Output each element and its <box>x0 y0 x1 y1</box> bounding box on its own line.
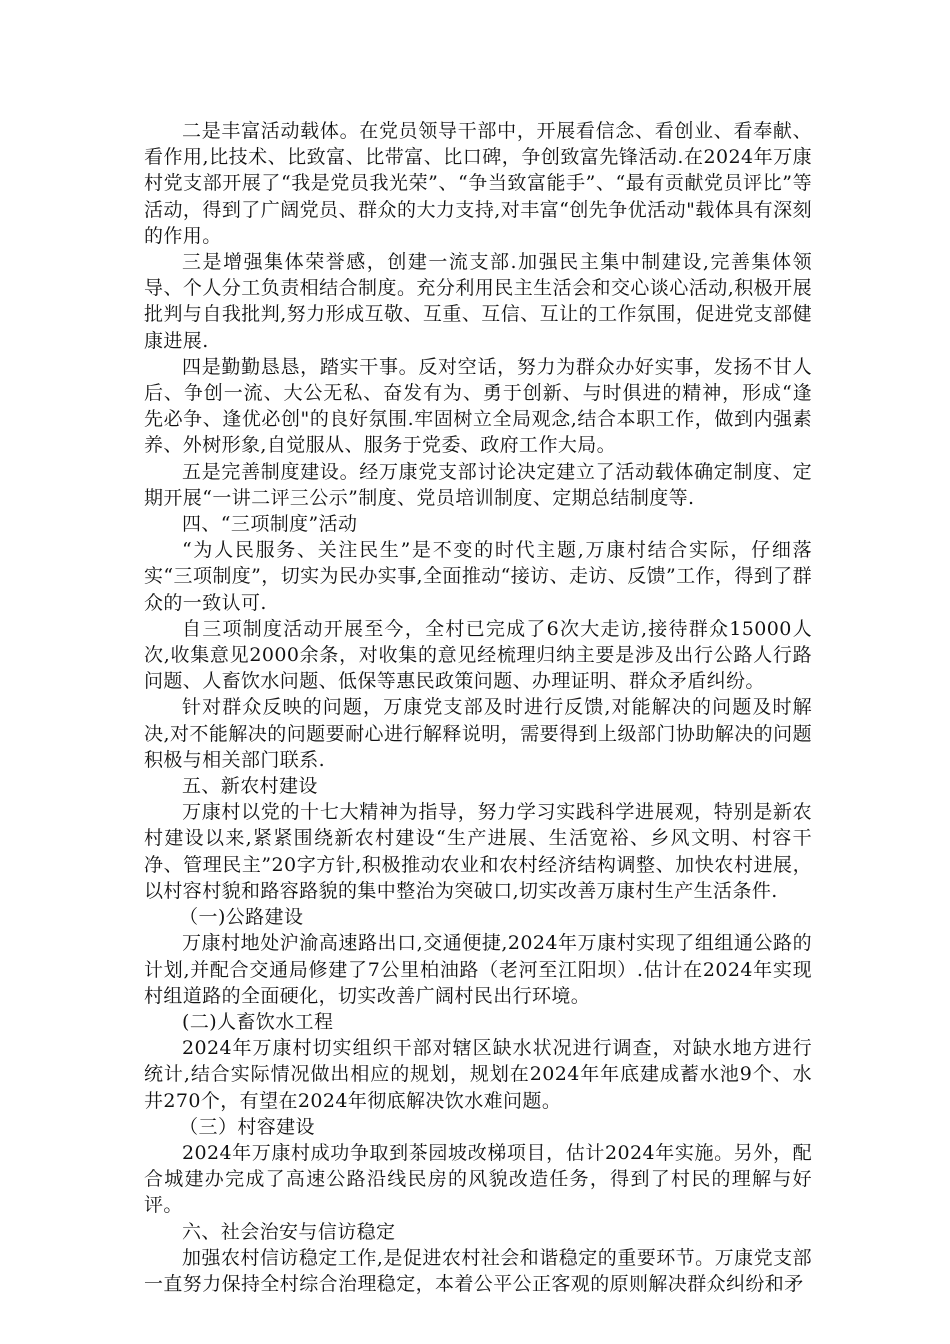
paragraph-enrich-activities: 二是丰富活动载体。在党员领导干部中，开展看信念、看创业、看奉献、看作用,比技术、比致富、比带富、比口碑，争创致富先锋活动.在2024年万康村党支部开展了“我是党员我光荣”、“争当致富能手”、“最有贡献党员评比”等活动，得到了广阔党员、群众的大力支持,对丰富“创先争优活动"载体具有深刻的作用。 <box>144 120 812 247</box>
paragraph-feedback: 针对群众反映的问题，万康党支部及时进行反馈,对能解决的问题及时解决,对不能解决的问题要耐心进行解释说明，需要得到上级部门协助解决的问题积极与相关部门联系. <box>144 696 812 771</box>
paragraph-serve-people: “为人民服务、关注民生”是不变的时代主题,万康村结合实际，仔细落实“三项制度”，切实为民办实事,全面推动“接访、走访、反馈”工作，得到了群众的一致认可. <box>144 539 812 614</box>
paragraph-petition-stability: 加强农村信访稳定工作,是促进农村社会和谐稳定的重要环节。万康党支部一直努力保持全村综合治理稳定，本着公平公正客观的原则解决群众纠纷和矛 <box>144 1246 812 1295</box>
section-heading-new-countryside: 五、新农村建设 <box>182 775 318 798</box>
subsection-heading-village-appearance: （三）村容建设 <box>179 1115 315 1138</box>
document-body <box>144 118 812 1297</box>
section-heading-public-security: 六、社会治安与信访稳定 <box>182 1220 396 1243</box>
paragraph-drinking-water: 2024年万康村切实组织干部对辖区缺水状况进行调查，对缺水地方进行统计,结合实际情况做出相应的规划，规划在2024年年底建成蓄水池9个、水井270个，有望在2024年彻底解决饮水难问题。 <box>144 1037 812 1112</box>
paragraph-village-appearance: 2024年万康村成功争取到茶园坡改梯项目，估计2024年实施。另外，配合城建办完成了高速公路沿线民房的风貌改造任务，得到了村民的理解与好评。 <box>144 1141 812 1217</box>
paragraph-visits-statistics: 自三项制度活动开展至今，全村已完成了6次大走访,接待群众15000人次,收集意见2000余条，对收集的意见经梳理归纳主要是涉及出行公路人行路问题、人畜饮水问题、低保等惠民政策问题、办理证明、群众矛盾纠纷。 <box>144 617 812 693</box>
subsection-heading-drinking-water: (二)人畜饮水工程 <box>182 1010 334 1033</box>
paragraph-collective-honor: 三是增强集体荣誉感，创建一流支部.加强民主集中制建设,完善集体领导、个人分工负责相结合制度。充分利用民主生活会和交心谈心活动,积极开展批判与自我批判,努力形成互敬、互重、互信、互让的工作氛围，促进党支部健康进展. <box>144 251 812 352</box>
paragraph-system-building: 五是完善制度建设。经万康党支部讨论决定建立了活动载体确定制度、定期开展“一讲二评三公示”制度、党员培训制度、定期总结制度等. <box>144 460 812 509</box>
section-heading-three-systems: 四、“三项制度”活动 <box>182 513 358 536</box>
paragraph-road-construction: 万康村地处沪渝高速路出口,交通便捷,2024年万康村实现了组组通公路的计划,并配合交通局修建了7公里柏油路（老河至江阳坝）.估计在2024年实现村组道路的全面硬化，切实改善广阔村民出行环境。 <box>144 932 812 1007</box>
paragraph-new-countryside: 万康村以党的十七大精神为指导，努力学习实践科学进展观，特别是新农村建设以来,紧紧围绕新农村建设“生产进展、生活宽裕、乡风文明、村容干净、管理民主”20字方针,积极推动农业和农村经济结构调整、加快农村进展，以村容村貌和路容路貌的集中整治为突破口,切实改善万康村生产生活条件. <box>144 801 812 902</box>
paragraph-diligent-work: 四是勤勤恳恳，踏实干事。反对空话，努力为群众办好实事，发扬不甘人后、争创一流、大公无私、奋发有为、勇于创新、与时俱进的精神，形成“逢先必争、逢优必创"的良好氛围.牢固树立全局观念,结合本职工作，做到内强素养、外树形象,自觉服从、服务于党委、政府工作大局。 <box>144 355 812 457</box>
subsection-heading-road: （一)公路建设 <box>179 906 304 929</box>
